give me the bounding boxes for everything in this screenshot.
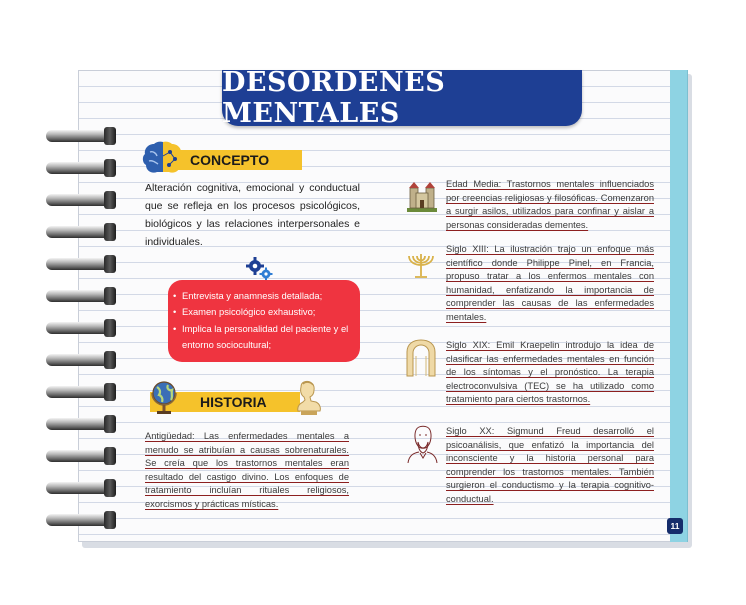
bust-statue-icon [292, 378, 324, 416]
evaluation-list [172, 288, 356, 353]
page-number: 11 [667, 518, 683, 534]
spiral-ring [40, 514, 118, 526]
timeline-edad-media-text: Edad Media: Trastornos mentales influenciados por creencias religiosas y filosóficas. Comenzaron a surgir asilos, utilizados para confinar y aislar a personas consideradas dementes. [446, 179, 654, 230]
evaluation-item: • Examen psicológico exhaustivo; [172, 304, 356, 320]
concepto-heading: CONCEPTO [190, 152, 270, 168]
timeline-siglo-xix-text: Siglo XIX: Emil Kraepelin introdujo la idea de clasificar las enfermedades mentales en función de los síntomas y el pronóstico. La terapia electroconvulsiva (TEC) se ha utilizado como tratamiento para ciertos trastornos. [446, 340, 654, 405]
spiral-ring [40, 258, 118, 270]
spiral-ring [40, 290, 118, 302]
timeline-siglo-xx-text: Siglo XX: Sigmund Freud desarrolló el psicoanálisis, que enfatizó la importancia del inconsciente y la historia personal para comprender los trastornos mentales. También surgieron el conductismo y la terapia cognitivo-conductual. [446, 426, 654, 504]
arch-icon [404, 338, 438, 378]
page-edge-tab [670, 70, 688, 542]
spiral-binding [40, 118, 120, 558]
castle-icon [404, 178, 440, 214]
historia-antiguedad-text: Antigüedad: Las enfermedades mentales a menudo se atribuían a causas sobrenaturales. Se creía que los trastornos mentales eran resultado del castigo divino. Los enfoques de tratamiento incluían rituales religiosos, exorcismos y prácticas místicas. [145, 431, 349, 509]
spiral-ring [40, 418, 118, 430]
freud-portrait-icon [402, 422, 442, 464]
page-title: DESORDENES MENTALES [222, 67, 446, 129]
brain-icon [140, 138, 186, 178]
spiral-ring [40, 386, 118, 398]
evaluation-item: • Entrevista y anamnesis detallada; [172, 288, 356, 304]
spiral-ring [40, 354, 118, 366]
concepto-text: Alteración cognitiva, emocional y conductual que se refleja en los procesos psicológicos, biológicos y las relaciones interpersonales e individuales. [145, 182, 360, 248]
spiral-ring [40, 130, 118, 142]
spiral-ring [40, 322, 118, 334]
timeline-siglo-xiii-text: Siglo XIII: La ilustración trajo un enfoque más científico donde Philippe Pinel, en Francia, propuso tratar a los enfermos mentales con humanidad, enfatizando la importancia de comprender las causas de las enfermedades mentales. [446, 244, 654, 322]
evaluation-item: • Implica la personalidad del paciente y el entorno sociocultural; [172, 321, 356, 354]
spiral-ring [40, 226, 118, 238]
gears-icon [246, 256, 274, 282]
title-banner [222, 67, 582, 129]
spiral-ring [40, 194, 118, 206]
spiral-ring [40, 162, 118, 174]
globe-icon [148, 378, 180, 416]
evaluation-box [168, 280, 360, 362]
spiral-ring [40, 450, 118, 462]
spiral-ring [40, 482, 118, 494]
historia-heading: HISTORIA [200, 394, 267, 410]
menorah-icon [404, 250, 438, 280]
